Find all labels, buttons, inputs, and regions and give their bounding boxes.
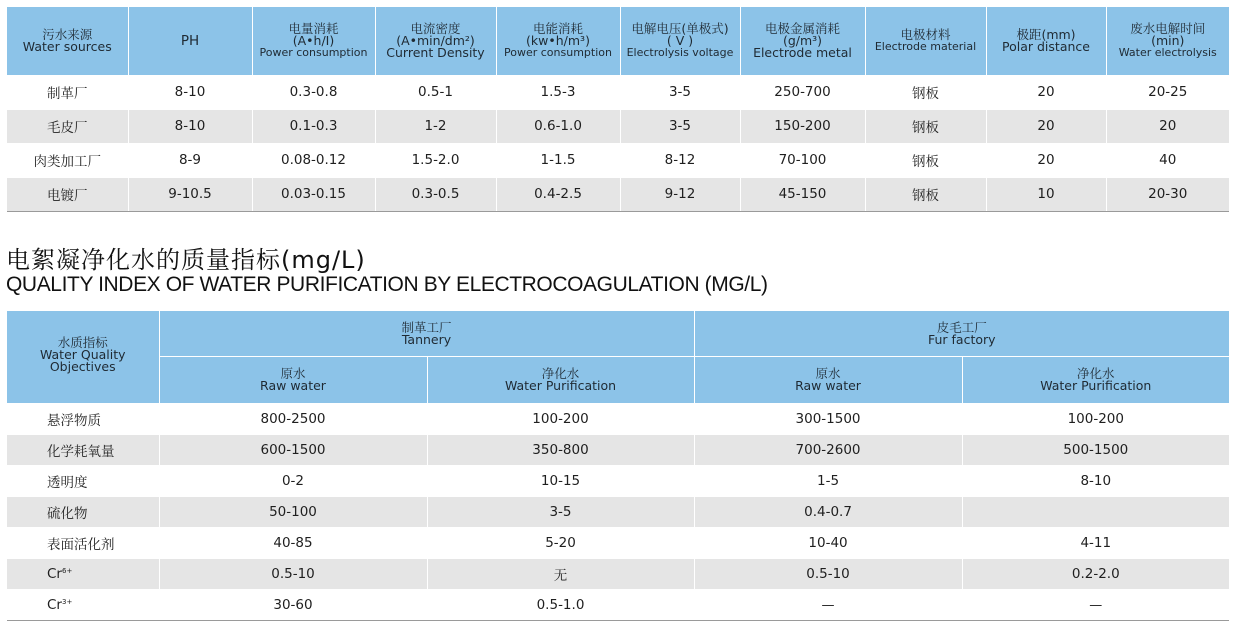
water-source-cell: 肉类加工厂 [7,143,128,177]
fur-purified-cell: 4-11 [962,528,1229,559]
power-ah-cell: 0.1-0.3 [252,109,375,143]
fur-raw-cell: 700-2600 [694,435,962,466]
fur-purified-cell: 100-200 [962,404,1229,435]
chromium-label: Cr [47,597,62,613]
fur-raw-cell: 0.4-0.7 [694,497,962,528]
header-water-sources [7,7,128,75]
table-row [7,559,1229,590]
polar-distance-cell: 20 [986,75,1106,109]
electrode-metal-cell: 70-100 [740,143,865,177]
header-zh: 原水 [815,366,841,381]
header-power-consumption-ah [252,7,375,75]
quality-index-label [7,559,159,590]
table2-group-header-row [7,311,1229,357]
header-tannery-raw-water [159,357,427,404]
header-en: Objectives [49,359,116,374]
current-density-cell: 1-2 [375,109,496,143]
header-group-fur-factory [694,311,1229,357]
header-ph [128,7,252,75]
power-ah-cell: 0.3-0.8 [252,75,375,109]
electrolysis-time-cell: 40 [1106,143,1229,177]
current-density-cell: 0.5-1 [375,75,496,109]
header-unit: (A•h/I) [292,33,335,48]
header-power-consumption-kwh [496,7,620,75]
electrode-material-cell: 钢板 [865,143,986,177]
water-source-cell: 电镀厂 [7,177,128,211]
quality-index-label: 硫化物 [7,497,159,528]
tannery-raw-cell: 50-100 [159,497,427,528]
table-row [7,143,1229,177]
voltage-cell: 3-5 [620,109,740,143]
fur-raw-cell: 300-1500 [694,404,962,435]
quality-index-label: 化学耗氧量 [7,435,159,466]
tannery-raw-cell: 600-1500 [159,435,427,466]
table-row [7,466,1229,497]
tannery-raw-cell: 40-85 [159,528,427,559]
fur-raw-cell: 0.5-10 [694,559,962,590]
header-electrode-material [865,7,986,75]
tannery-raw-cell: 0-2 [159,466,427,497]
table2-sub-header-row [7,357,1229,404]
electrode-metal-cell: 45-150 [740,177,865,211]
header-en: Tannery [401,331,452,347]
fur-raw-cell: 1-5 [694,466,962,497]
electrode-material-cell: 钢板 [865,177,986,211]
header-en: Water electrolysis [1118,46,1217,59]
valence-superscript: 6+ [61,567,73,575]
header-zh: 电极金属消耗 [764,21,840,36]
header-zh: 制革工厂 [401,319,452,335]
fur-purified-cell: 500-1500 [962,435,1229,466]
electrode-material-cell: 钢板 [865,75,986,109]
water-source-cell: 制革厂 [7,75,128,109]
polar-distance-cell: 10 [986,177,1106,211]
header-unit: (kw•h/m³) [526,33,590,48]
header-electrode-metal [740,7,865,75]
voltage-cell: 9-12 [620,177,740,211]
header-zh: 电解电压(单极式) [631,21,729,36]
header-zh: 水质指标 [57,335,108,350]
water-source-cell: 毛皮厂 [7,109,128,143]
header-polar-distance [986,7,1106,75]
voltage-cell: 3-5 [620,75,740,109]
header-en: Raw water [260,378,326,393]
current-density-cell: 0.3-0.5 [375,177,496,211]
tannery-raw-cell: 30-60 [159,590,427,621]
ph-cell: 8-10 [128,75,252,109]
header-group-tannery [159,311,694,357]
water-quality-index-table [7,311,1229,621]
header-zh: 电极材料 [900,27,951,42]
ph-cell: 8-9 [128,143,252,177]
current-density-cell: 1.5-2.0 [375,143,496,177]
electrolysis-time-cell: 20 [1106,109,1229,143]
table-row [7,404,1229,435]
tannery-purified-cell: 350-800 [427,435,694,466]
power-kwh-cell: 1.5-3 [496,75,620,109]
fur-raw-cell: 10-40 [694,528,962,559]
tannery-raw-cell: 800-2500 [159,404,427,435]
table-row [7,75,1229,109]
header-en: Fur factory [927,331,996,347]
electrocoagulation-parameters-table [7,7,1229,212]
electrode-metal-cell: 150-200 [740,109,865,143]
header-unit: (A•min/dm²) [396,33,475,48]
header-unit: (g/m³) [782,33,823,48]
header-water-quality-objectives [7,311,159,404]
header-current-density [375,7,496,75]
quality-index-label: 悬浮物质 [7,404,159,435]
electrode-material-cell: 钢板 [865,109,986,143]
header-en: Electrode material [874,40,977,53]
table1-header-row [7,7,1229,75]
header-zh: 净化水 [1077,366,1115,381]
fur-purified-cell [962,497,1229,528]
fur-purified-cell: 8-10 [962,466,1229,497]
fur-raw-cell: — [694,590,962,621]
ph-cell: 9-10.5 [128,177,252,211]
power-ah-cell: 0.03-0.15 [252,177,375,211]
tannery-purified-cell: 0.5-1.0 [427,590,694,621]
header-en: Water Purification [1040,378,1152,393]
polar-distance-cell: 20 [986,143,1106,177]
quality-index-label: 透明度 [7,466,159,497]
header-en: Raw water [795,378,861,393]
header-zh: 电能消耗 [532,21,583,36]
tannery-purified-cell: 10-15 [427,466,694,497]
header-en: Current Density [386,45,485,60]
valence-superscript: 3+ [61,598,73,606]
section-title-zh: 电絮凝净化水的质量指标(mg/L) [6,246,366,274]
header-zh: 废水电解时间 [1130,21,1206,36]
header-en: Power consumption [259,46,368,59]
header-zh: 净化水 [541,366,580,381]
header-en: Water Purification [504,378,617,393]
header-fur-purified-water [962,357,1229,404]
header-zh: 电量消耗 [288,21,339,36]
tannery-purified-cell: 100-200 [427,404,694,435]
header-unit: (min) [1151,33,1185,48]
header-tannery-purified-water [427,357,694,404]
chromium-label: Cr [47,566,62,582]
header-en: Polar distance [1002,39,1090,54]
voltage-cell: 8-12 [620,143,740,177]
header-electrolysis-voltage [620,7,740,75]
tannery-raw-cell: 0.5-10 [159,559,427,590]
header-zh: 污水来源 [42,27,93,42]
header-zh: 皮毛工厂 [936,319,987,335]
table-row [7,497,1229,528]
electrode-metal-cell: 250-700 [740,75,865,109]
header-en: Water Quality [39,347,126,362]
header-fur-raw-water [694,357,962,404]
header-zh: 电流密度 [410,21,461,36]
header-en: Electrolysis voltage [626,46,734,59]
power-kwh-cell: 1-1.5 [496,143,620,177]
header-zh: PH [180,33,200,49]
power-kwh-cell: 0.4-2.5 [496,177,620,211]
header-zh: 原水 [280,366,306,381]
header-en: Electrode metal [753,45,852,60]
quality-index-label [7,590,159,621]
polar-distance-cell: 20 [986,109,1106,143]
electrolysis-time-cell: 20-30 [1106,177,1229,211]
tannery-purified-cell: 5-20 [427,528,694,559]
table-row [7,435,1229,466]
header-en: Power consumption [504,46,612,59]
header-zh: 极距(mm) [1016,27,1076,42]
quality-index-label: 表面活化剂 [7,528,159,559]
section-title-en: QUALITY INDEX OF WATER PURIFICATION BY ELECTROCOAGULATION (MG/L) [6,273,768,296]
tannery-purified-cell: 无 [427,559,694,590]
header-en: Water sources [22,39,112,54]
fur-purified-cell: — [962,590,1229,621]
fur-purified-cell: 0.2-2.0 [962,559,1229,590]
power-kwh-cell: 0.6-1.0 [496,109,620,143]
header-water-electrolysis [1106,7,1229,75]
table-row [7,109,1229,143]
table-row [7,590,1229,621]
electrolysis-time-cell: 20-25 [1106,75,1229,109]
tannery-purified-cell: 3-5 [427,497,694,528]
table-row [7,528,1229,559]
ph-cell: 8-10 [128,109,252,143]
table-row [7,177,1229,211]
power-ah-cell: 0.08-0.12 [252,143,375,177]
header-unit: ( V ) [666,33,694,48]
